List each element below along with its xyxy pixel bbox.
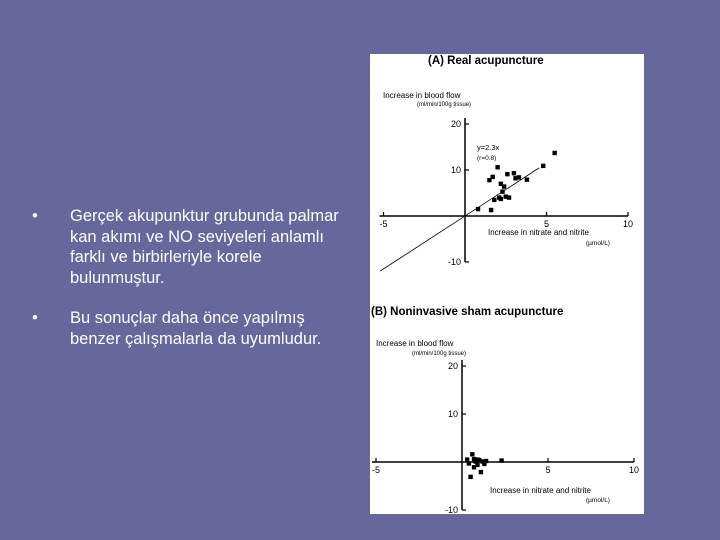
- chart-a-title: (A) Real acupuncture: [428, 55, 544, 67]
- chart-a-annotation-eq: y=2.3x: [477, 143, 500, 152]
- chart-a-data-point: [517, 175, 521, 179]
- chart-b: [371, 306, 639, 514]
- chart-a-x-tick-label: 10: [622, 219, 634, 229]
- bullet-item: [28, 308, 358, 349]
- chart-b-y-tick-label: 10: [447, 409, 458, 419]
- bullet-list: [28, 206, 358, 369]
- chart-b-data-point: [482, 462, 486, 466]
- chart-a-y-tick-label: -10: [447, 257, 461, 267]
- chart-b-xlabel-unit: (µmol/L): [586, 497, 610, 504]
- chart-a-data-point: [552, 151, 556, 155]
- chart-a-plot-area: [379, 118, 633, 271]
- chart-b-data-point: [499, 458, 503, 462]
- chart-a-data-point: [507, 195, 511, 199]
- chart-b-data-point: [470, 452, 474, 456]
- chart-a-ylabel-unit: (ml/min/100g tissue): [417, 102, 472, 108]
- chart-a-data-point: [500, 189, 504, 193]
- chart-a-xlabel: Increase in nitrate and nitrite: [488, 228, 589, 237]
- chart-b-data-point: [472, 465, 476, 469]
- chart-a-data-point: [505, 172, 509, 176]
- chart-a-x-tick-label: -5: [379, 219, 388, 229]
- bullet-text: Bu sonuçlar daha önce yapılmış benzer çalışmalarla da uyumludur.: [70, 309, 322, 348]
- chart-a-data-point: [476, 207, 480, 211]
- chart-a-x-tick-label: 5: [543, 219, 550, 229]
- chart-b-xlabel: Increase in nitrate and nitrite: [490, 486, 591, 495]
- bullet-text: Gerçek akupunktur grubunda palmar kan akımı ve NO seviyeleri anlamlı farklı ve birbirleriyle korele bulunmuştur.: [70, 207, 339, 287]
- chart-a-data-point: [525, 177, 529, 181]
- chart-b-x-tick-label: -5: [371, 465, 381, 475]
- chart-b-data-point: [468, 475, 472, 479]
- chart-a-data-point: [492, 198, 496, 202]
- bullet-item: [28, 206, 358, 288]
- figure-panel: [370, 54, 644, 514]
- chart-b-x-tick-label: 10: [628, 465, 640, 475]
- chart-a-y-tick-label: 20: [450, 119, 461, 129]
- chart-b-ylabel: Increase in blood flow: [376, 339, 454, 348]
- chart-b-title: (B) Noninvasive sham acupuncture: [371, 306, 564, 318]
- chart-a-annotation-r: (r=0.8): [477, 155, 497, 162]
- chart-a-data-point: [491, 175, 495, 179]
- chart-a-y-tick-label: 10: [450, 165, 461, 175]
- bullet-marker: •: [32, 309, 38, 327]
- bullet-marker: •: [32, 207, 38, 225]
- chart-a-ylabel: Increase in blood flow: [383, 91, 461, 100]
- chart-b-y-tick-label: 20: [447, 361, 458, 371]
- chart-a-data-point: [512, 171, 516, 175]
- chart-a-data-point: [541, 164, 545, 168]
- chart-a-data-point: [495, 165, 499, 169]
- chart-a-regression-line: [380, 168, 539, 271]
- chart-a: [379, 55, 633, 271]
- chart-b-data-point: [465, 457, 469, 461]
- chart-a-data-point: [502, 184, 506, 188]
- chart-b-data-point: [479, 470, 483, 474]
- chart-a-data-point: [499, 197, 503, 201]
- chart-b-x-tick-label: 5: [545, 465, 551, 475]
- chart-b-ylabel-unit: (ml/min/100g tissue): [412, 351, 467, 357]
- chart-b-data-point: [467, 461, 471, 465]
- chart-a-xlabel-unit: (µmol/L): [586, 240, 610, 247]
- chart-a-data-point: [489, 208, 493, 212]
- chart-b-y-tick-label: -10: [444, 505, 458, 514]
